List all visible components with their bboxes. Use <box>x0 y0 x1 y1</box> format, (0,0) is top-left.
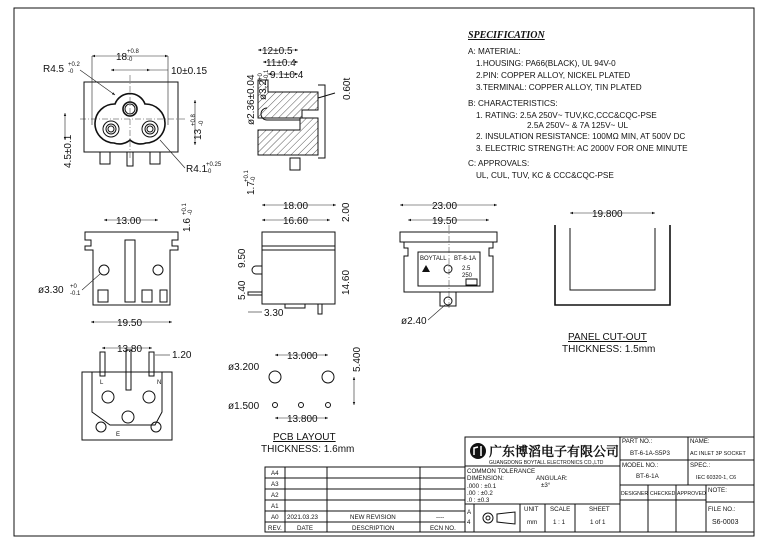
ccc-mark-icon <box>444 265 452 273</box>
tolerance-line: .000 : ±0.1 <box>467 483 497 490</box>
rev-header: DATE <box>297 525 314 532</box>
scale-label: SCALE <box>550 506 571 513</box>
dim-label: ø2.36±0.04 <box>246 74 257 125</box>
rating-label: 250 <box>462 273 473 279</box>
spec-line: 2. INSULATION RESISTANCE: 100MΩ MIN, AT 500V DC <box>476 132 686 141</box>
dim-label: 13.000 <box>287 351 318 362</box>
file-no-label: FILE NO.: <box>708 506 736 513</box>
dim-label: R4.1 <box>186 164 208 175</box>
pcb-thickness: THICKNESS: 1.6mm <box>261 444 355 455</box>
dim-label: 19.50 <box>432 216 458 227</box>
approved-label: APPROVED <box>677 491 706 497</box>
rev-ecn: ---- <box>436 514 445 521</box>
name-label: NAME: <box>690 438 710 445</box>
part-name: AC INLET 3P SOCKET <box>690 451 746 457</box>
spec-line: 2.5A 250V~ & 7A 125V~ UL <box>527 121 629 130</box>
pin-label-n: N <box>157 380 162 386</box>
rev-cell: A1 <box>271 503 279 510</box>
dim-tol: +0.2 <box>68 62 80 68</box>
rev-cell: A3 <box>271 481 279 488</box>
dim-tol: +0.25 <box>206 162 222 168</box>
dim-tol: -0 <box>127 57 133 63</box>
dimension-label: DIMENSION: <box>467 475 504 482</box>
dim-tol: -0 <box>68 69 74 75</box>
dim-label: 13.800 <box>287 414 318 425</box>
pin-view <box>82 344 192 440</box>
spec-label: SPEC.: <box>690 462 711 469</box>
company-logo <box>470 443 486 459</box>
dim-label: 3.30 <box>264 308 284 319</box>
rating-label: 2.5 <box>462 266 471 272</box>
rev-cell: A0 <box>271 514 279 521</box>
dim-label: 16.60 <box>283 216 309 227</box>
angular-tolerance: ±3° <box>541 482 551 489</box>
rev-header: DESCRIPTION <box>352 525 395 532</box>
dim-label: 23.00 <box>432 201 458 212</box>
section-view <box>244 46 353 195</box>
dim-tol: +0 <box>258 73 264 80</box>
dim-label: 13.00 <box>116 216 142 227</box>
sheet-value: 1 of 1 <box>590 519 606 526</box>
dim-label: 9.1±0.4 <box>270 70 304 81</box>
rev-description: NEW REVISION <box>350 514 396 521</box>
rear-view <box>400 201 497 327</box>
pcb-layout-title: PCB LAYOUT <box>273 432 336 443</box>
bottom-view <box>38 202 194 329</box>
model-no-label: MODEL NO.: <box>622 462 659 469</box>
unit-label: UNIT <box>524 506 539 513</box>
revision-table <box>265 467 465 532</box>
dim-tol: +0.8 <box>191 114 197 126</box>
company-name-cn: 广东博滔电子有限公司 <box>489 445 620 460</box>
company-name-en: GUANGDONG BOYTALL ELECTRONICS CO.,LTD <box>489 460 604 466</box>
dim-label: ø2.40 <box>401 316 427 327</box>
dim-label: 4.5±0.1 <box>63 134 74 168</box>
model-label: BT-6-1A <box>454 256 477 262</box>
dim-tol: -0 <box>251 176 257 182</box>
spec-heading: C: APPROVALS: <box>468 159 530 168</box>
rev-date: 2021.03.23 <box>287 514 318 521</box>
title-block <box>465 437 754 532</box>
rev-header: REV. <box>268 525 282 532</box>
spec-title: SPECIFICATION <box>468 30 545 41</box>
sheet-label: SHEET <box>589 506 610 513</box>
spec-heading: A: MATERIAL: <box>468 47 521 56</box>
spec-value: IEC 60320-1, C6 <box>696 475 737 481</box>
spec-line: 1.HOUSING: PA66(BLACK), UL 94V-0 <box>476 59 616 68</box>
dim-tol: +0.8 <box>127 49 139 55</box>
dim-tol: -0.1 <box>264 69 270 80</box>
dim-tol: +0.1 <box>244 170 250 182</box>
dim-tol: -0 <box>188 209 194 215</box>
cqc-mark-icon <box>466 279 477 285</box>
spec-line: 1. RATING: 2.5A 250V~ TUV,KC,CCC&CQC-PSE <box>476 111 657 120</box>
dim-label: 12±0.5 <box>262 46 293 57</box>
dim-label: 19.800 <box>592 209 623 220</box>
brand-label: BOYTALL <box>420 256 447 262</box>
panel-cutout <box>555 209 670 355</box>
dim-label: 14.60 <box>341 269 352 295</box>
dim-label: 5.40 <box>237 280 248 300</box>
spec-line: 3.TERMINAL: COPPER ALLOY, TIN PLATED <box>476 83 642 92</box>
panel-thickness: THICKNESS: 1.5mm <box>562 344 656 355</box>
pin-label-e: E <box>116 432 121 438</box>
side-view <box>237 201 352 319</box>
rev-cell: A2 <box>271 492 279 499</box>
projection-symbol-icon <box>483 512 515 524</box>
sheet-size: A <box>467 509 472 516</box>
dim-label: 1.6 <box>182 218 193 232</box>
dim-label: ø1.500 <box>228 401 260 412</box>
spec-line: 3. ELECTRIC STRENGTH: AC 2000V FOR ONE MINUTE <box>476 144 688 153</box>
dim-label: 13 <box>193 128 204 140</box>
spec-line: 2.PIN: COPPER ALLOY, NICKEL PLATED <box>476 71 631 80</box>
dim-tol: +0 <box>70 284 77 290</box>
tolerance-line: .0 : ±0.3 <box>467 497 490 504</box>
pcb-layout <box>228 347 363 455</box>
dim-label: 0.60t <box>342 77 353 100</box>
dim-tol: -0 <box>199 120 205 126</box>
front-view <box>43 49 222 175</box>
warning-mark-icon <box>422 265 430 272</box>
rev-cell: A4 <box>271 470 279 477</box>
unit-value: mm <box>527 519 538 526</box>
panel-cutout-title: PANEL CUT-OUT <box>568 332 647 343</box>
tolerance-title: COMMON TOLERANCE <box>467 468 536 475</box>
dim-label: 13.80 <box>117 344 143 355</box>
dim-label: 18.00 <box>283 201 309 212</box>
dim-tol: +0.1 <box>182 203 188 215</box>
tolerance-line: .00 : ±0.2 <box>467 490 493 497</box>
dim-label: 10±0.15 <box>171 66 208 77</box>
angular-label: ANGULAR: <box>536 475 568 482</box>
dim-label: 1.7 <box>246 181 257 195</box>
rev-header: ECN NO. <box>430 525 456 532</box>
pin-label-l: L <box>100 380 104 386</box>
scale-value: 1 : 1 <box>553 519 566 526</box>
file-no: S6-0003 <box>712 519 739 526</box>
checked-label: CHECKED <box>650 491 676 497</box>
specification <box>468 30 688 180</box>
dim-label: 18 <box>116 52 128 63</box>
dim-label: ø3.2 <box>258 79 269 100</box>
part-no: BT-6-1A-S5P3 <box>630 450 670 457</box>
spec-line: UL, CUL, TUV, KC & CCC&CQC-PSE <box>476 171 614 180</box>
note-label: NOTE: <box>708 487 727 494</box>
dim-label: 19.50 <box>117 318 143 329</box>
dim-label: ø3.200 <box>228 362 260 373</box>
dim-label: ø3.30 <box>38 285 64 296</box>
dim-label: 11±0.4 <box>266 58 296 69</box>
designer-label: DESIGNER <box>621 491 649 497</box>
dim-tol: -0 <box>206 169 212 175</box>
part-no-label: PART NO.: <box>622 438 653 445</box>
dim-label: 2.00 <box>341 202 352 222</box>
model-no: BT-6-1A <box>636 473 659 480</box>
dim-label: R4.5 <box>43 64 65 75</box>
spec-heading: B: CHARACTERISTICS: <box>468 99 558 108</box>
dim-tol: -0.1 <box>70 291 81 297</box>
sheet-size: 4 <box>467 519 471 526</box>
dim-label: 5.400 <box>352 346 363 372</box>
dim-label: 9.50 <box>237 248 248 268</box>
dim-label: 1.20 <box>172 350 192 361</box>
